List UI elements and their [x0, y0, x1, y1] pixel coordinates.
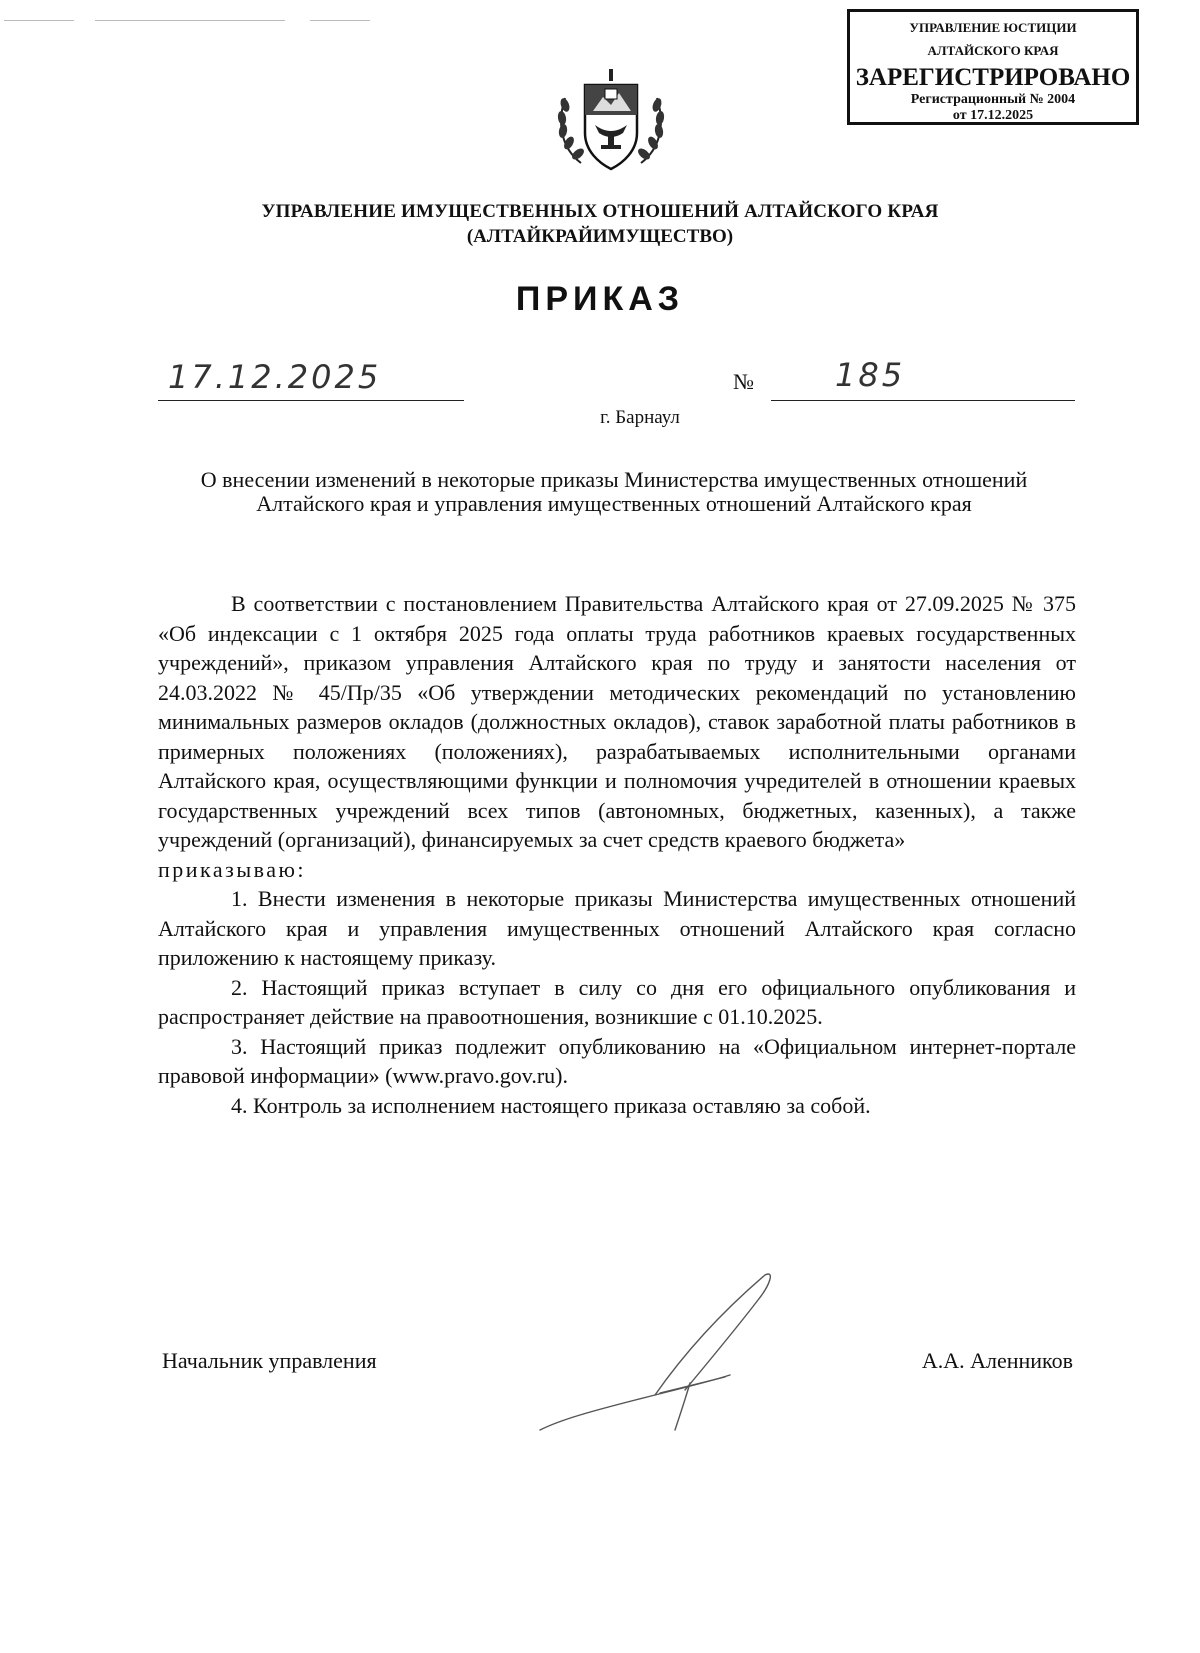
- order-item-1: 1. Внести изменения в некоторые приказы Министерства имущественных отношений Алтайского края и управления имущественных отношений Алтайского края согласно приложению к настоящему приказу.: [158, 886, 1076, 970]
- stamp-org-line1: УПРАВЛЕНИЕ ЮСТИЦИИ: [909, 20, 1077, 35]
- number-label: №: [733, 369, 754, 394]
- document-body: [158, 589, 1076, 1120]
- scan-artifact: [4, 20, 74, 21]
- signatory-position: Начальник управления: [162, 1348, 377, 1373]
- order-item-3: 3. Настоящий приказ подлежит опубликованию на «Официальном интернет-портале правовой информации» (www.pravo.gov.ru).: [158, 1033, 1076, 1088]
- date-underline: [158, 400, 464, 401]
- stamp-title: ЗАРЕГИСТРИРОВАНО: [855, 64, 1131, 91]
- organization-short-name: (АЛТАЙКРАЙИМУЩЕСТВО): [466, 226, 734, 247]
- preamble-paragraph: В соответствии с постановлением Правительства Алтайского края от 27.09.2025 № 375 «Об индексации с 1 октября 2025 года оплаты труда работников краевых государственных учреждений», приказом управления Алтайского края по труду и занятости населения от 24.03.2022 № 45/Пр/35 «Об утверждении методических рекомендаций по установлению минимальных размеров окладов (должностных окладов), ставок заработной платы работников в примерных положениях (положениях), разрабатываемых исполнительными органами Алтайского края, осуществляющими функции и полномочия учредителей в отношении краевых государственных учреждений всех типов (автономных, бюджетных, казенных), а также учреждений (организаций), финансируемых за счет средств краевого бюджета»: [158, 591, 1076, 852]
- stamp-reg-number: Регистрационный № 2004: [910, 92, 1076, 107]
- document-subject: О внесении изменений в некоторые приказы Министерства имущественных отношений Алтайского края и управления имущественных отношений Алтайского края: [200, 467, 1028, 516]
- stamp-date: от 17.12.2025: [952, 108, 1034, 123]
- registration-stamp: [847, 9, 1139, 125]
- handwritten-date: 17.12.2025: [168, 358, 382, 396]
- stamp-org-line2: АЛТАЙСКОГО КРАЯ: [927, 43, 1059, 58]
- organization-name: УПРАВЛЕНИЕ ИМУЩЕСТВЕННЫХ ОТНОШЕНИЙ АЛТАЙСКОГО КРАЯ: [261, 201, 939, 222]
- order-item-2: 2. Настоящий приказ вступает в силу со дня его официального опубликования и распространяет действие на правоотношения, возникшие с 01.10.2025.: [158, 974, 1076, 1029]
- signatory-name: А.А. Аленников: [921, 1348, 1073, 1373]
- scan-artifact: [310, 20, 370, 21]
- order-item-4: 4. Контроль за исполнением настоящего приказа оставляю за собой.: [231, 1092, 871, 1118]
- coat-of-arms-icon: [551, 63, 671, 183]
- document-type-title: ПРИКАЗ: [515, 280, 685, 318]
- scan-artifact: [95, 20, 285, 21]
- handwritten-number: 185: [835, 356, 906, 394]
- order-word: приказываю:: [158, 856, 307, 882]
- city: г. Барнаул: [600, 407, 680, 428]
- number-underline: [771, 400, 1075, 401]
